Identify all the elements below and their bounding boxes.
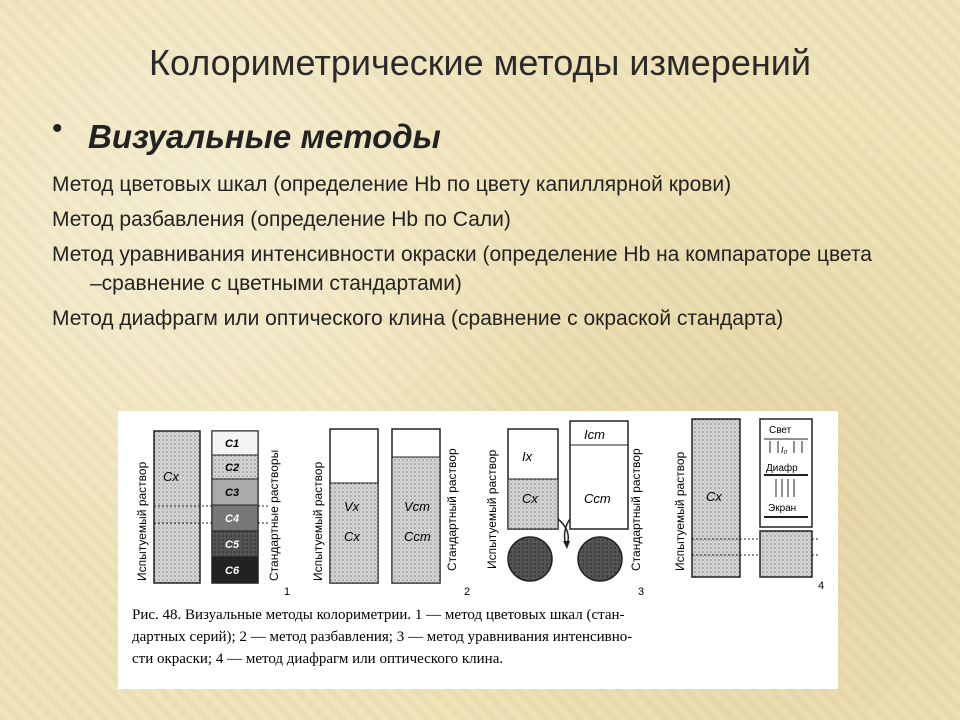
scale-label: C5 <box>225 539 240 551</box>
colorimetry-diagram <box>118 411 838 689</box>
label-standard-solutions: Стандартные растворы <box>267 449 281 581</box>
label-vx: Vx <box>344 499 360 514</box>
standard-liquid <box>392 457 440 583</box>
label-test-solution: Испытуемый раствор <box>135 461 149 581</box>
scale-label: C3 <box>225 487 240 499</box>
method-item: Метод разбавления (определение Hb по Сали) <box>52 208 511 231</box>
caption-line: дартных серий); 2 — метод разбавления; 3 — метод уравнивания интенсивно- <box>132 629 633 645</box>
label-cx: Cx <box>522 491 538 506</box>
arrow-head <box>563 541 570 549</box>
label-ix: Ix <box>522 449 533 464</box>
panel-color-scale <box>135 431 290 598</box>
method-item: Метод диафрагм или оптического клина (сравнение с окраской стандарта) <box>52 307 784 330</box>
panel-number: 4 <box>818 580 825 592</box>
label-standard-solution: Стандартный раствор <box>629 448 643 571</box>
label-i0: I₀ <box>781 445 788 455</box>
label-test-solution: Испытуемый раствор <box>485 449 499 569</box>
figure-caption <box>132 607 632 667</box>
caption-line: Рис. 48. Визуальные методы колориметрии. 1 — метод цветовых шкал (стан- <box>132 607 625 623</box>
label-ist: Iст <box>584 427 605 442</box>
label-screen: Экран <box>768 503 797 514</box>
label-standard-solution: Стандартный раствор <box>445 448 459 571</box>
test-tube <box>154 431 200 583</box>
scale-label: C4 <box>225 513 240 525</box>
panel-number: 2 <box>464 586 471 598</box>
panel-dilution <box>311 429 470 598</box>
panel-diaphragm <box>673 419 824 592</box>
label-light: Свет <box>769 425 792 436</box>
screen-field <box>760 531 812 577</box>
slide-title: Колориметрические методы измерений <box>149 42 811 83</box>
slide-subtitle: Визуальные методы <box>88 118 441 155</box>
label-test-solution: Испытуемый раствор <box>673 451 687 571</box>
eyepiece-field-left <box>508 537 552 581</box>
panel-intensity-equalization <box>485 421 644 598</box>
label-diaphragm: Диафр <box>766 463 798 474</box>
label-cx: Cx <box>163 469 179 484</box>
label-cst: Cст <box>404 529 431 544</box>
label-cx: Cx <box>706 489 722 504</box>
method-item: Метод уравнивания интенсивности окраски (определение Hb на компараторе цвета –сравнение с цветными стандартами) <box>52 243 872 295</box>
scale-label: C6 <box>225 565 240 577</box>
scale-label: C1 <box>225 438 240 450</box>
label-cst: Cст <box>584 491 611 506</box>
eyepiece-field-right <box>578 537 622 581</box>
method-list <box>52 170 882 339</box>
colorimetry-figure <box>118 411 838 689</box>
caption-line: сти окраски; 4 — метод диафрагм или оптического клина. <box>132 651 504 667</box>
scale-label: C2 <box>225 462 240 474</box>
panel-number: 1 <box>284 586 291 598</box>
bullet-marker: • <box>52 112 63 145</box>
label-test-solution: Испытуемый раствор <box>311 461 325 581</box>
light-path <box>558 519 568 541</box>
panel-number: 3 <box>638 586 645 598</box>
label-cx: Cx <box>344 529 360 544</box>
label-vst: Vст <box>404 499 430 514</box>
method-item: Метод цветовых шкал (определение Hb по цвету капиллярной крови) <box>52 173 732 196</box>
